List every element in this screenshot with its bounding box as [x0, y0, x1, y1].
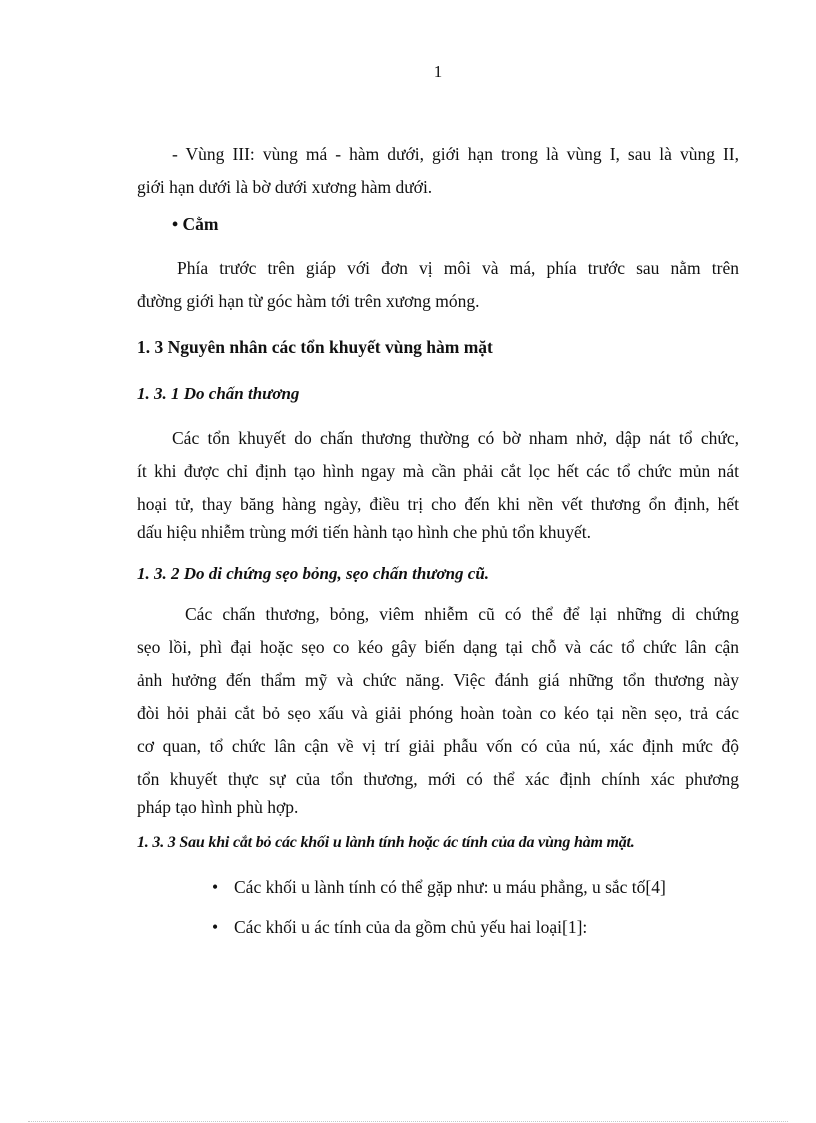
section-1-3-title: 1. 3 Nguyên nhân các tổn khuyết vùng hàm mặt [137, 337, 493, 357]
section-1-3-1-line: Các tổn khuyết do chấn thương thường có bờ nham nhở, dập nát tổ chức, [172, 428, 739, 448]
bullet-icon: • [212, 877, 219, 897]
section-1-3-3-title: 1. 3. 3 Sau khi cắt bỏ các khối u lành tính hoặc ác tính của da vùng hàm mặt. [137, 834, 635, 851]
section-1-3-2-line: đòi hỏi phải cắt bỏ sẹo xấu và giải phóng hoàn toàn co kéo tại nền sẹo, trả các [137, 703, 739, 723]
chin-line-1: Phía trước trên giáp với đơn vị môi và má, phía trước sau nằm trên [177, 258, 739, 278]
section-1-3-1-line: hoại tử, thay băng hàng ngày, điều trị cho đến khi nền vết thương ổn định, hết [137, 494, 739, 514]
section-1-3-2-title: 1. 3. 2 Do di chứng sẹo bỏng, sẹo chấn thương cũ. [137, 564, 490, 583]
list-item [212, 877, 666, 898]
section-1-3-1-title: 1. 3. 1 Do chấn thương [137, 384, 300, 403]
section-1-3-2-line: cơ quan, tổ chức lân cận về vị trí giải phẫu vốn có của nú, xác định mức độ [137, 736, 739, 756]
region-iii-line-2: giới hạn dưới là bờ dưới xương hàm dưới. [137, 177, 433, 197]
bullet-icon: • [172, 214, 179, 234]
section-1-3-2-line: sẹo lồi, phì đại hoặc sẹo co kéo gây biến dạng tại chỗ và các tổ chức lân cận [137, 637, 739, 657]
section-1-3-1-line: dấu hiệu nhiễm trùng mới tiến hành tạo hình che phủ tổn khuyết. [137, 522, 591, 542]
page-number: 1 [433, 62, 443, 81]
chin-title: Cằm [182, 214, 219, 234]
section-1-3-2-line: pháp tạo hình phù hợp. [137, 797, 299, 817]
list-item [212, 917, 587, 938]
list-item-text: Các khối u ác tính của da gồm chủ yếu hai loại[1]: [234, 917, 588, 937]
bullet-icon: • [212, 917, 219, 937]
chin-heading [172, 214, 218, 235]
section-1-3-1-line: ít khi được chỉ định tạo hình ngay mà cần phải cắt lọc hết các tổ chức mủn nát [137, 461, 739, 481]
section-1-3-2-line: ảnh hưởng đến thẩm mỹ và chức năng. Việc đánh giá những tổn thương này [137, 670, 739, 690]
page-bottom-rule [28, 1121, 788, 1122]
list-item-text: Các khối u lành tính có thể gặp như: u máu phẳng, u sắc tố[4] [234, 877, 666, 897]
region-iii-line-1: - Vùng III: vùng má - hàm dưới, giới hạn trong là vùng I, sau là vùng II, [172, 144, 739, 164]
section-1-3-2-line: Các chấn thương, bỏng, viêm nhiễm cũ có thể để lại những di chứng [185, 604, 739, 624]
section-1-3-2-line: tổn khuyết thực sự của tổn thương, mới có thể xác định chính xác phương [137, 769, 739, 789]
chin-line-2: đường giới hạn từ góc hàm tới trên xương móng. [137, 291, 480, 311]
